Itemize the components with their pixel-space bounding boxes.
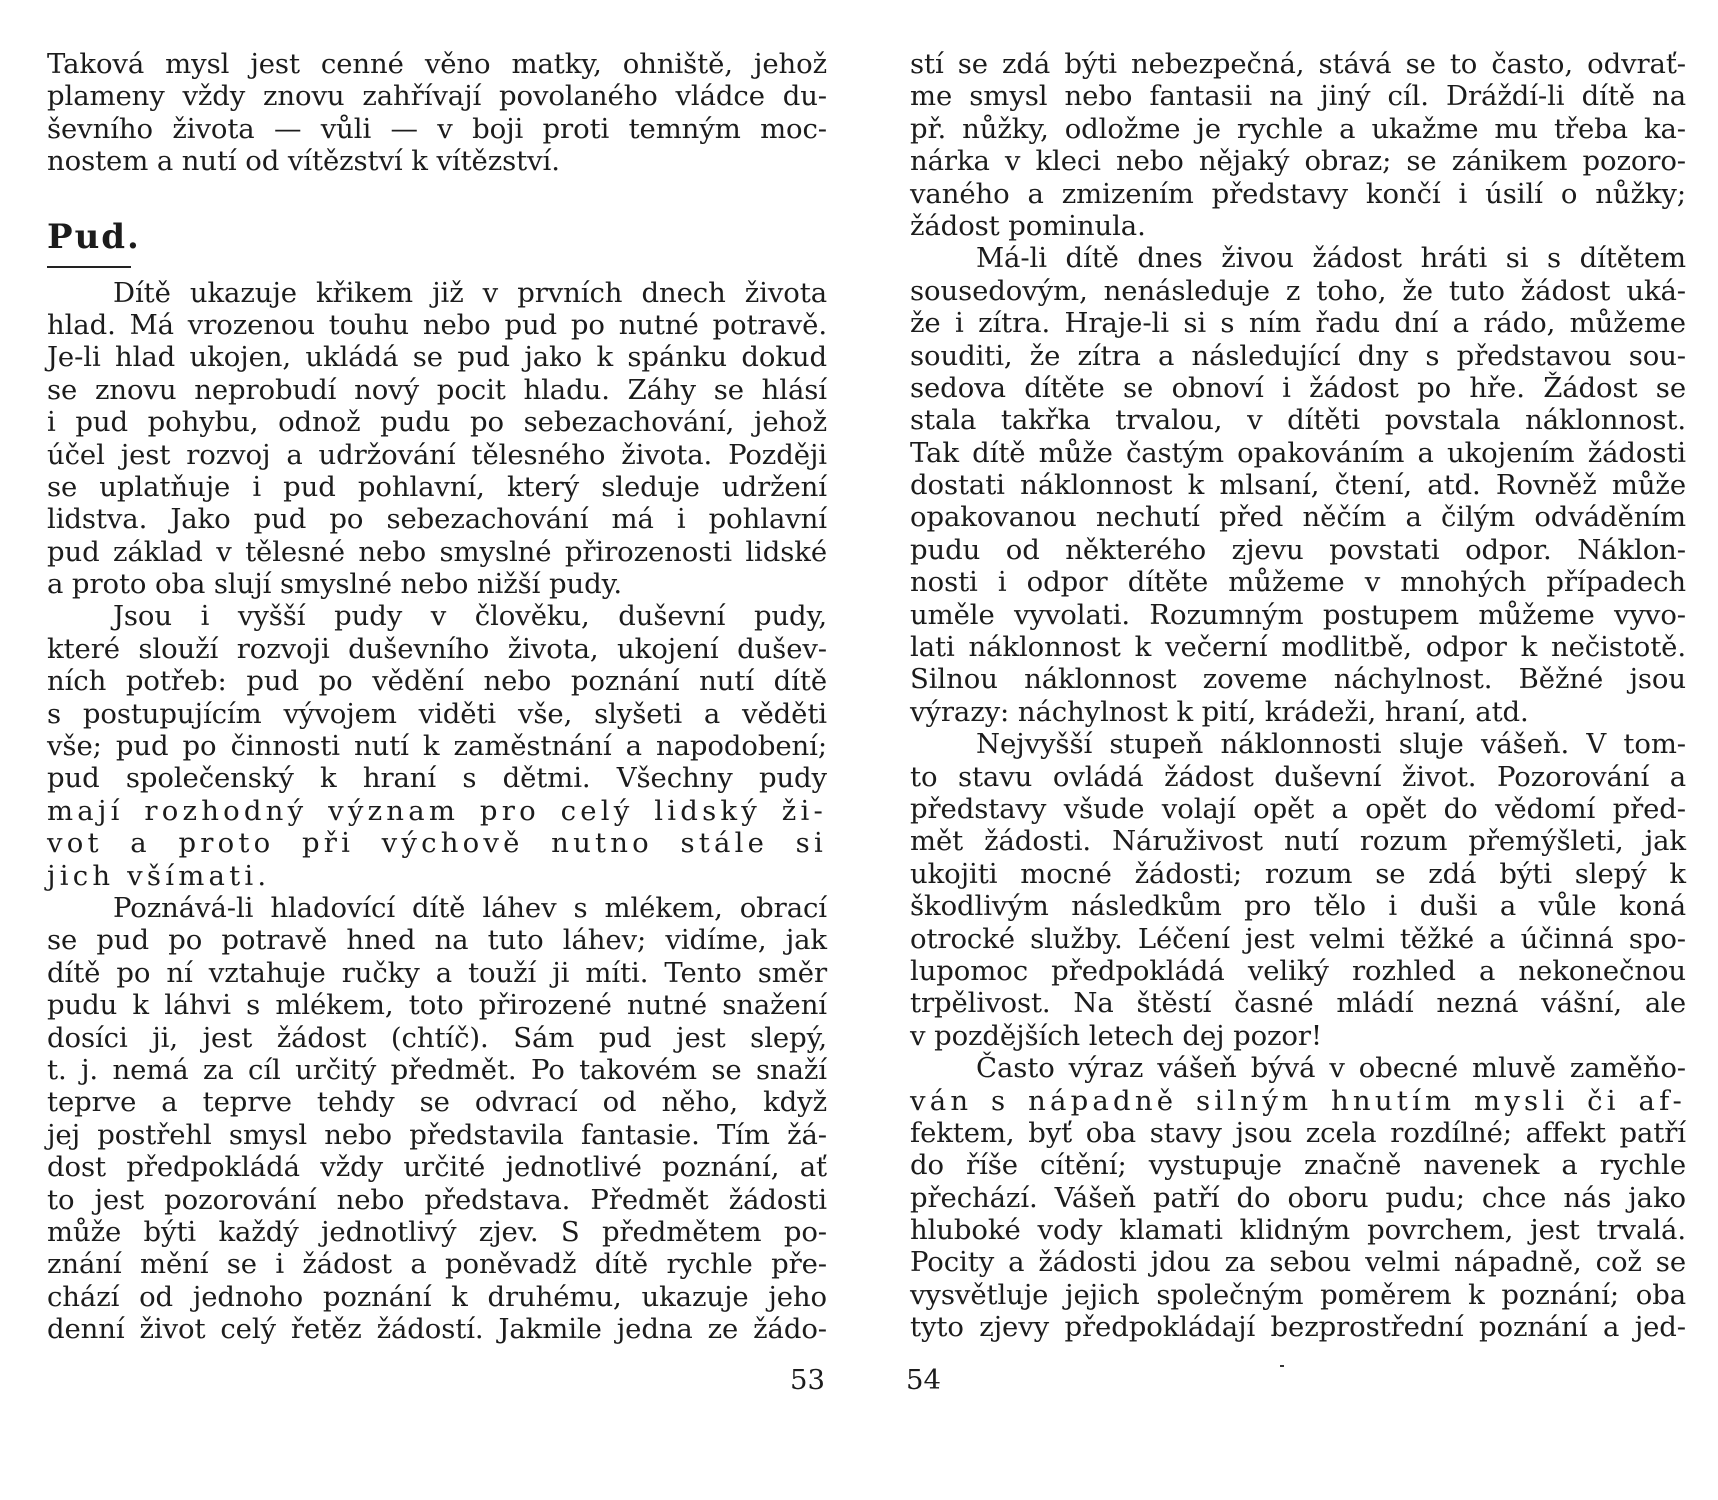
text-line: s postupujícím vývojem viděti vše, slyšeti a věděti	[47, 697, 827, 730]
heading-underline	[47, 266, 131, 268]
text-line: hluboké vody klamati klidným povrchem, jest trvalá.	[910, 1214, 1686, 1247]
text-line: které slouží rozvoji duševního života, ukojení dušev-	[47, 632, 827, 665]
text-line: účel jest rozvoj a udržování tělesného života. Později	[47, 438, 827, 471]
text-line: dostati náklonnost k mlsaní, čtení, atd. Rovněž může	[910, 469, 1686, 502]
text-line: pudu k láhvi s mlékem, toto přirozené nutné snažení	[47, 989, 827, 1022]
text-line: že i zítra. Hraje-li si s ním řadu dní a rádo, můžeme	[910, 307, 1686, 340]
text-line: Je-li hlad ukojen, ukládá se pud jako k spánku dokud	[47, 341, 827, 374]
text-line: opakovanou nechutí před něčím a čilým odváděním	[910, 501, 1686, 534]
left-page	[47, 48, 827, 1345]
text-line: může býti každý jednotlivý zjev. S předmětem po-	[47, 1215, 827, 1248]
text-line: jej postřehl smysl nebo představila fantasie. Tím žá-	[47, 1118, 827, 1151]
text-line: se pud po potravě hned na tuto láhev; vidíme, jak	[47, 924, 827, 957]
text-line: to jest pozorování nebo představa. Předmět žádosti	[47, 1183, 827, 1216]
text-line: lidstva. Jako pud po sebezachování má i pohlavní	[47, 503, 827, 536]
text-line: jich všímati.	[47, 859, 271, 892]
text-line: Pocity a žádosti jdou za sebou velmi nápadně, což se	[910, 1246, 1686, 1279]
text-line: Poznává-li hladovící dítě láhev s mlékem, obrací	[113, 891, 827, 924]
text-line: nostem a nutí od vítězství k vítězství.	[47, 145, 560, 178]
text-line: vše; pud po činnosti nutí k zaměstnání a napodobení;	[47, 730, 827, 763]
text-line: uměle vyvolati. Rozumným postupem můžeme vyvo-	[910, 598, 1686, 631]
text-line: znání mění se i žádost a poněvadž dítě rychle pře-	[47, 1248, 827, 1281]
text-line: souditi, že zítra a následující dny s představou sou-	[910, 339, 1686, 372]
text-line: teprve a teprve tehdy se odvrací od něho, když	[47, 1086, 827, 1119]
text-line: Silnou náklonnost zoveme náchylnost. Běžné jsou	[910, 663, 1686, 696]
text-line: lupomoc předpokládá veliký rozhled a nekonečnou	[910, 954, 1686, 987]
text-line: dítě po ní vztahuje ručky a touží ji míti. Tento směr	[47, 956, 827, 989]
text-line: ukojiti mocné žádosti; rozum se zdá býti slepý k	[910, 857, 1686, 890]
text-line: sousedovým, nenásleduje z toho, že tuto žádost uká-	[910, 274, 1686, 307]
text-line: žádost pominula.	[910, 209, 1146, 242]
right-page	[910, 48, 1686, 1344]
text-line: do říše cítění; vystupuje značně navenek a rychle	[910, 1149, 1686, 1182]
text-line: otrocké služby. Léčení jest velmi těžké a účinná spo-	[910, 922, 1686, 955]
page-number-right: 54	[906, 1364, 941, 1396]
text-line: sedova dítěte se obnoví i žádost po hře. Žádost se	[910, 371, 1686, 404]
text-line: Často výraz vášeň bývá v obecné mluvě zaměňo-	[976, 1052, 1686, 1085]
text-line: vot a proto při výchově nutno stále si	[47, 827, 827, 860]
text-line: vaného a zmizením představy končí i úsilí o nůžky;	[910, 177, 1686, 210]
text-line: dosíci ji, jest žádost (chtíč). Sám pud jest slepý,	[47, 1021, 827, 1054]
text-line: stí se zdá býti nebezpečná, stává se to často, odvrať-	[910, 48, 1686, 80]
text-line: Jsou i vyšší pudy v člověku, duševní pudy,	[113, 600, 827, 633]
text-line: Dítě ukazuje křikem již v prvních dnech života	[113, 276, 827, 309]
text-line: to stavu ovládá žádost duševní život. Pozorování a	[910, 760, 1686, 793]
text-line: nosti i odpor dítěte můžeme v mnohých případech	[910, 566, 1686, 599]
text-line: t. j. nemá za cíl určitý předmět. Po takovém se snaží	[47, 1053, 827, 1086]
text-line: stala takřka trvalou, v dítěti povstala náklonnost.	[910, 404, 1686, 437]
text-line: představy všude volají opět a opět do vědomí před-	[910, 792, 1686, 825]
text-line: trpělivost. Na štěstí časné mládí nezná vášní, ale	[910, 987, 1686, 1020]
text-line: tyto zjevy předpokládají bezprostřední poznání a jed-	[910, 1311, 1686, 1344]
text-line: ních potřeb: pud po vědění nebo poznání nutí dítě	[47, 665, 827, 698]
text-line: fektem, byť oba stavy jsou zcela rozdílné; affekt patří	[910, 1116, 1686, 1149]
text-line: př. nůžky, odložme je rychle a ukažme mu třeba ka-	[910, 112, 1686, 145]
text-line: se znovu neprobudí nový pocit hladu. Záhy se hlásí	[47, 373, 827, 406]
text-line: hlad. Má vrozenou touhu nebo pud po nutné potravě.	[47, 308, 827, 341]
text-line: ševního života — vůli — v boji proti temným moc-	[47, 112, 827, 145]
text-line: lati náklonnost k večerní modlitbě, odpor k nečistotě.	[910, 631, 1686, 664]
print-speck	[1280, 1365, 1284, 1367]
text-line: Taková mysl jest cenné věno matky, ohniště, jehož	[47, 48, 827, 80]
text-line: nárka v kleci nebo nějaký obraz; se zánikem pozoro-	[910, 145, 1686, 178]
text-line: výrazy: náchylnost k pití, krádeži, hraní, atd.	[910, 695, 1529, 728]
text-line: pud základ v tělesné nebo smyslné přirozenosti lidské	[47, 535, 827, 568]
text-line: denní život celý řetěz žádostí. Jakmile jedna ze žádo-	[47, 1313, 827, 1346]
text-line: pudu od některého zjevu povstati odpor. Náklon-	[910, 533, 1686, 566]
text-line: pud společenský k hraní s dětmi. Všechny pudy	[47, 762, 827, 795]
text-line: Tak dítě může častým opakováním a ukojením žádosti	[910, 436, 1686, 469]
section-heading: Pud.	[47, 216, 141, 257]
text-line: a proto oba slují smyslné nebo nižší pudy.	[47, 568, 623, 601]
text-line: ván s nápadně silným hnutím mysli či af-	[910, 1084, 1686, 1117]
text-line: v pozdějších letech dej pozor!	[910, 1019, 1322, 1052]
text-line: Nejvyšší stupeň náklonnosti sluje vášeň. V tom-	[976, 728, 1686, 761]
text-line: Má-li dítě dnes živou žádost hráti si s dítětem	[976, 242, 1686, 275]
text-line: chází od jednoho poznání k druhému, ukazuje jeho	[47, 1280, 827, 1313]
text-line: i pud pohybu, odnož pudu po sebezachování, jehož	[47, 406, 827, 439]
text-line: mět žádosti. Náruživost nutí rozum přemýšleti, jak	[910, 825, 1686, 858]
text-line: me smysl nebo fantasii na jiný cíl. Dráždí-li dítě na	[910, 80, 1686, 113]
text-line: dost předpokládá vždy určité jednotlivé poznání, ať	[47, 1151, 827, 1184]
text-line: mají rozhodný význam pro celý lidský ži-	[47, 794, 827, 827]
text-line: přechází. Vášeň patří do oboru pudu; chce nás jako	[910, 1181, 1686, 1214]
text-line: plameny vždy znovu zahřívají povolaného vládce du-	[47, 80, 827, 113]
text-line: škodlivým následkům pro tělo i duši a vůle koná	[910, 890, 1686, 923]
page-number-left: 53	[790, 1364, 825, 1396]
text-line: vysvětluje jejich společným poměrem k poznání; oba	[910, 1278, 1686, 1311]
text-line: se uplatňuje i pud pohlavní, který sleduje udržení	[47, 470, 827, 503]
